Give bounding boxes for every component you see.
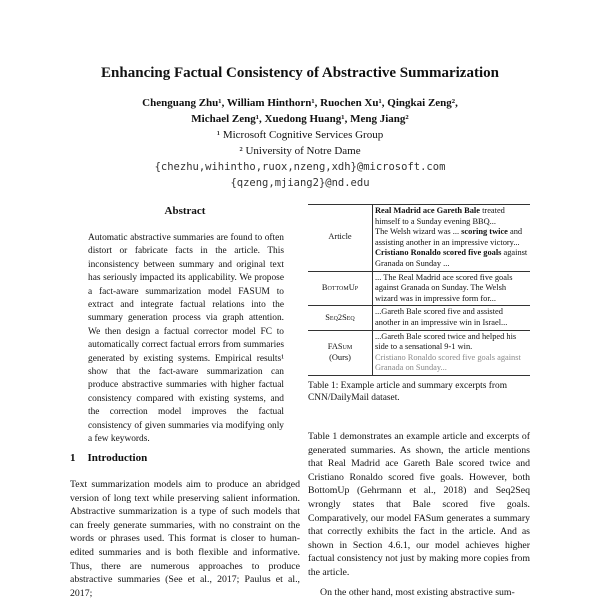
- excerpt-fragment: ...Gareth Bale scored twice and helped his side to a sensational 9-1 win.: [375, 331, 517, 352]
- table-row-excerpt: [373, 271, 531, 306]
- excerpt-fragment: ...Gareth Bale scored five and assisted another in an impressive win in Israel...: [375, 307, 508, 327]
- authors-line-2: Michael Zeng¹, Xuedong Huang¹, Meng Jiang²: [191, 113, 409, 125]
- excerpt-fragment: Real Madrid ace Gareth Bale: [375, 206, 480, 215]
- row-label-sub: (Ours): [329, 352, 351, 362]
- excerpt-fragment: Cristiano Ronaldo scored five goals: [375, 248, 502, 258]
- section-number: 1: [70, 452, 76, 464]
- paper-title: Enhancing Factual Consistency of Abstractive Summarization: [101, 65, 499, 81]
- table-row-label: [308, 271, 373, 306]
- table-row: [308, 205, 530, 272]
- row-label-text: Seq2Seq: [325, 312, 355, 322]
- table-row: [308, 271, 530, 306]
- table-row: [308, 306, 530, 330]
- excerpt-fragment: scoring twice: [461, 227, 508, 237]
- excerpt-fragment: and assisting another in an impressive victory...: [375, 227, 523, 247]
- row-label-text: FASum: [327, 342, 353, 352]
- excerpt-fragment: Cristiano Ronaldo scored five goals against Granada on Sunday...: [375, 352, 521, 373]
- abstract-heading: Abstract: [164, 205, 206, 217]
- table-row-label: [308, 306, 373, 330]
- affiliation-1: ¹ Microsoft Cognitive Services Group: [216, 129, 384, 141]
- excerpt-fragment: The Welsh wizard was ...: [375, 227, 462, 237]
- abstract-text: Automatic abstractive summaries are found to often distort or fabricate facts in the article. This inconsistency between summary and original text has seriously impacted its applicability. We propose a fact-aware summarization model FASUM to extract and integrate factual relations into the summary generation process via graph attention. We then design a factual corrector model FC to automatically correct factual errors from summaries generated by existing systems. Empirical results¹ show that the fact-aware summarization can produce abstractive summaries with higher factual consistency compared with existing systems, and the correction model improves the factual consistency of given summaries via modifying only a few keywords.: [88, 233, 284, 445]
- introduction-paragraph: Text summarization models aim to produce an abridged version of long text while preserving salient information. Abstractive summarization is a type of such models that can freely generate summaries, with no constraint on the words or phrases used. This format is closer to human-edited summaries and is both flexible and informative. Thus, there are numerous approaches to produce abstractive summaries (See et al., 2017; Paulus et al., 2017;: [70, 479, 300, 599]
- table-caption: Table 1: Example article and summary excerpts from CNN/DailyMail dataset.: [308, 381, 508, 404]
- table-row-excerpt: [373, 306, 531, 330]
- excerpt-fragment: ... The Real Madrid ace scored five goals against Granada on Sunday. The Welsh wizard was in impressive form for...: [375, 272, 513, 303]
- comparison-table-wrapper: [308, 204, 530, 376]
- excerpt-fragment: treated himself to a Sunday evening BBQ...: [375, 206, 505, 226]
- author-block: [0, 95, 600, 191]
- section-title: Introduction: [87, 452, 148, 464]
- row-label-text: BottomUp: [321, 283, 359, 293]
- table-row-excerpt: [373, 205, 531, 272]
- right-column-text: [308, 430, 530, 605]
- row-label-text: Article: [328, 232, 352, 242]
- right-paragraph-2: On the other hand, most existing abstractive sum-: [320, 586, 515, 598]
- table-row: [308, 330, 530, 375]
- email-line-1: {chezhu,wihintho,ruox,nzeng,xdh}@microsoft.com: [154, 161, 446, 173]
- introduction-text: [70, 478, 300, 600]
- affiliation-2: ² University of Notre Dame: [239, 145, 361, 157]
- authors-line-1: Chenguang Zhu¹, William Hinthorn¹, Ruochen Xu¹, Qingkai Zeng²,: [142, 97, 458, 109]
- table-row-label: [308, 205, 373, 272]
- comparison-table: [308, 204, 530, 376]
- excerpt-fragment: against Granada on Sunday ...: [375, 248, 528, 268]
- email-line-2: {qzeng,mjiang2}@nd.edu: [230, 177, 370, 189]
- table-row-excerpt: [373, 330, 531, 375]
- table-row-label: [308, 330, 373, 375]
- right-paragraph-1: Table 1 demonstrates an example article and excerpts of generated summaries. As shown, the article mentions that Real Madrid ace Gareth Bale scored twice and Cristiano Ronaldo scored five goals. However, both BottomUp (Gehrmann et al., 2018) and Seq2Seq wrongly states that Bale scored five goals. Comparatively, our model FASum generates a summary that correctly exhibits the fact in the article. And as shown in Section 4.6.1, our model achieves higher factual consistency not just by making more copies from the article.: [308, 431, 531, 578]
- section-heading-introduction: [70, 452, 147, 464]
